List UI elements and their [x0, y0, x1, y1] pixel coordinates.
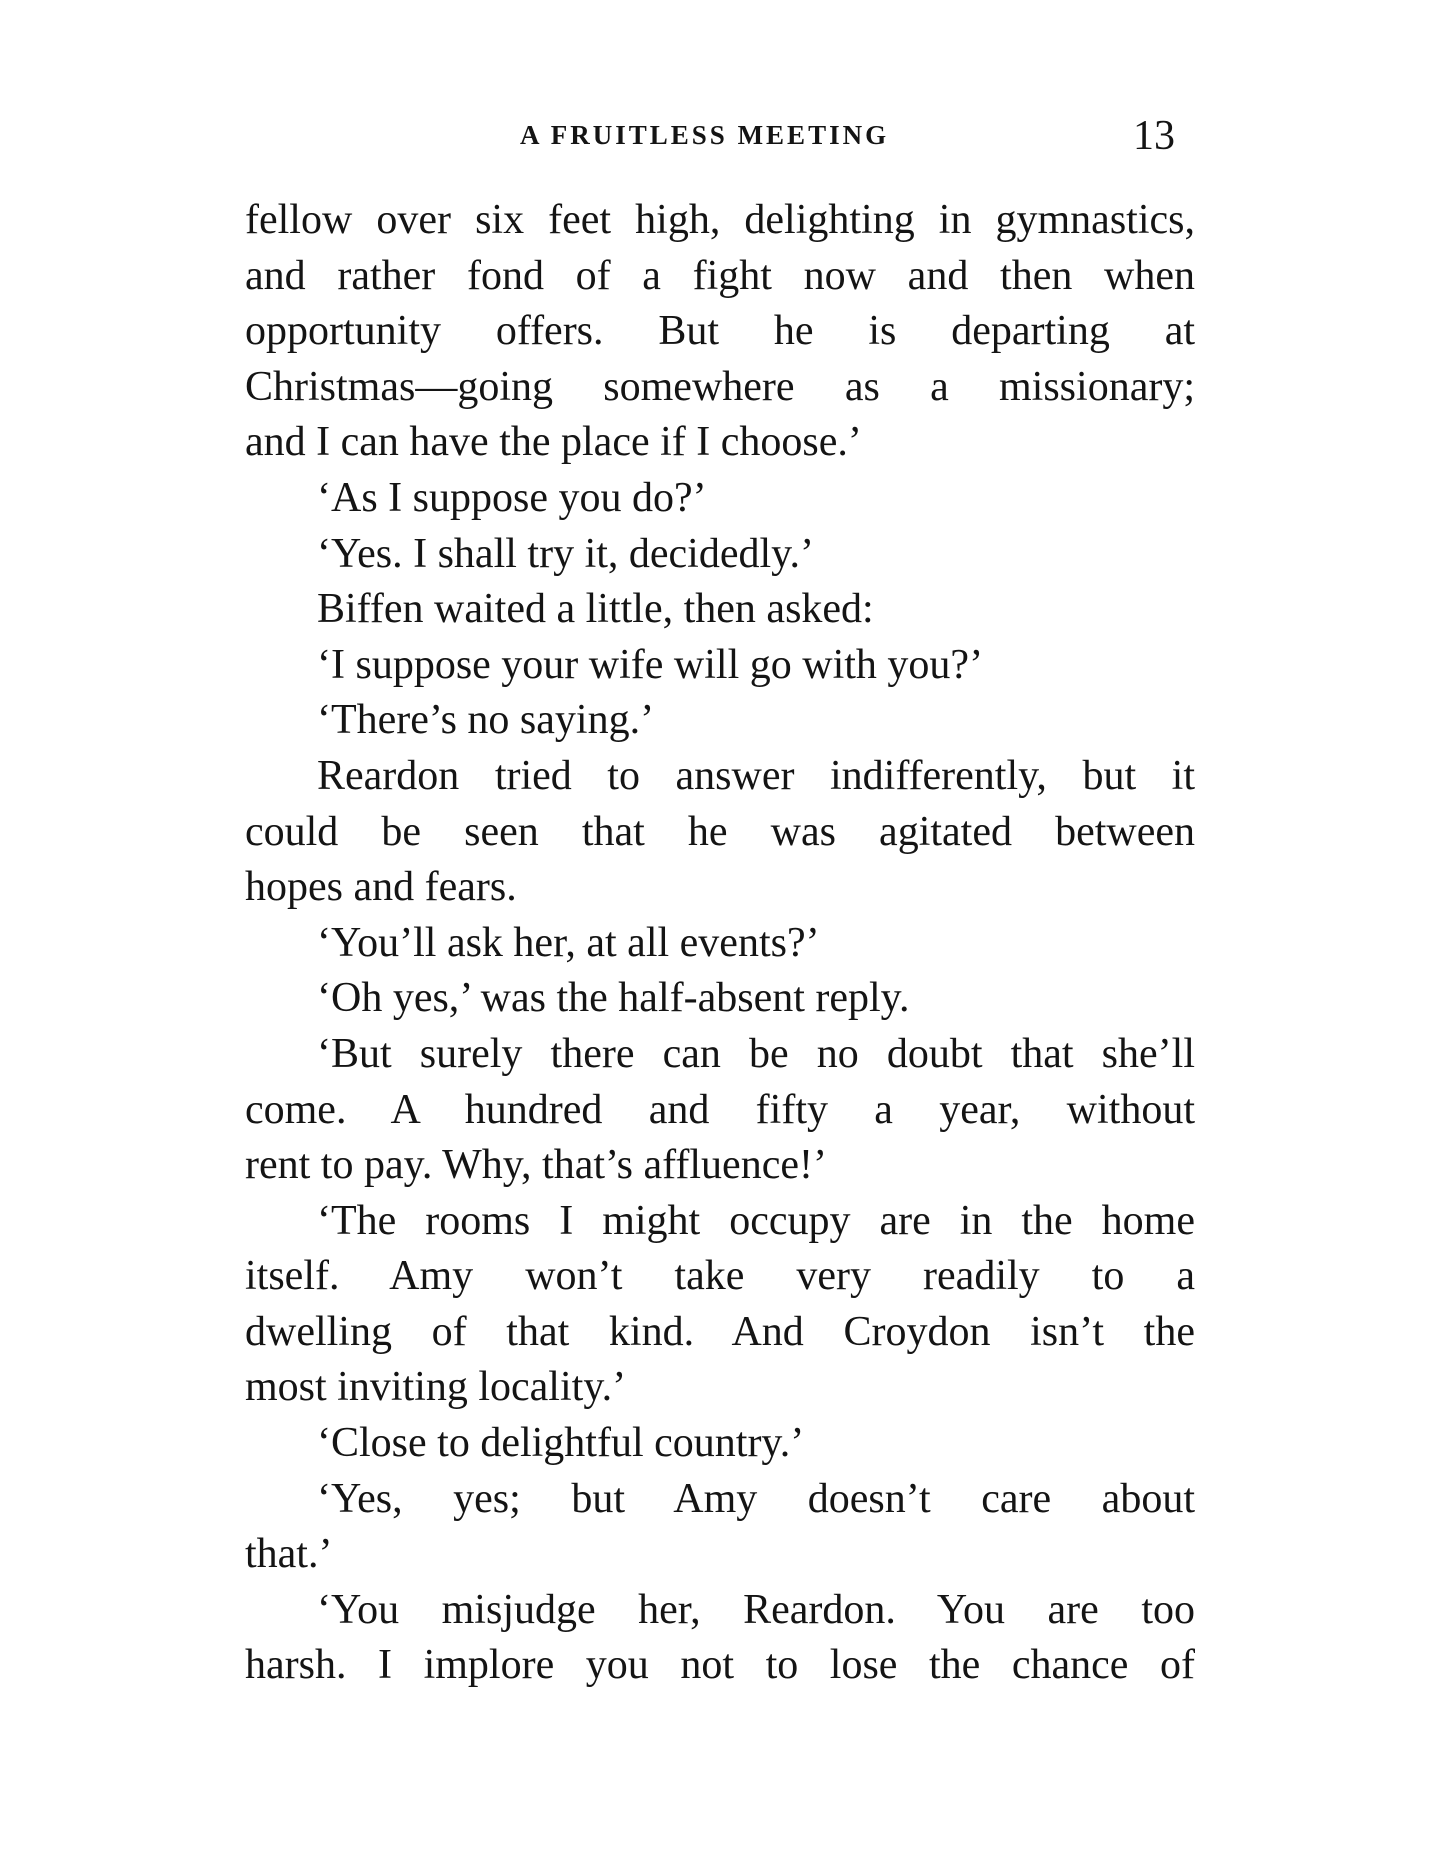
text-line: ‘There’s no saying.’ — [317, 697, 655, 744]
text-line: ‘You’ll ask her, at all events?’ — [317, 919, 820, 966]
text-line: that.’ — [245, 1531, 333, 1578]
text-line: come. A hundred and fifty a year, without — [245, 1086, 1195, 1133]
running-title: A FRUITLESS MEETING — [520, 120, 890, 150]
text-line: fellow over six feet high, delighting in gymnastics, — [245, 197, 1195, 243]
text-line: could be seen that he was agitated between — [245, 808, 1195, 855]
text-line: dwelling of that kind. And Croydon isn’t the — [245, 1308, 1195, 1355]
text-line: rent to pay. Why, that’s affluence!’ — [245, 1142, 827, 1189]
text-line: harsh. I implore you not to lose the chance of — [245, 1642, 1195, 1689]
text-line: ‘I suppose your wife will go with you?’ — [317, 641, 984, 688]
running-head — [0, 112, 1445, 162]
text-line: itself. Amy won’t take very readily to a — [245, 1253, 1195, 1300]
text-line: most inviting locality.’ — [245, 1364, 627, 1411]
text-line: Reardon tried to answer indifferently, but it — [317, 752, 1195, 799]
text-line: ‘As I suppose you do?’ — [317, 474, 707, 521]
text-line: Biffen waited a little, then asked: — [317, 586, 874, 633]
text-line: ‘But surely there can be no doubt that she’ll — [317, 1030, 1195, 1077]
body-text — [245, 193, 1195, 1694]
text-line: and rather fond of a fight now and then when — [245, 252, 1195, 299]
text-line: opportunity offers. But he is departing at — [245, 308, 1195, 355]
text-line: ‘Yes. I shall try it, decidedly.’ — [317, 530, 814, 577]
text-line: ‘You misjudge her, Reardon. You are too — [317, 1586, 1195, 1633]
text-line: ‘The rooms I might occupy are in the home — [317, 1197, 1195, 1244]
text-line: ‘Oh yes,’ was the half-absent reply. — [317, 975, 910, 1022]
text-line: hopes and fears. — [245, 864, 517, 911]
text-line: and I can have the place if I choose.’ — [245, 419, 862, 466]
text-line: ‘Yes, yes; but Amy doesn’t care about — [317, 1475, 1195, 1522]
text-line: Christmas—going somewhere as a missionary; — [245, 363, 1195, 410]
page-number: 13 — [1133, 113, 1175, 159]
text-line: ‘Close to delightful country.’ — [317, 1420, 805, 1467]
